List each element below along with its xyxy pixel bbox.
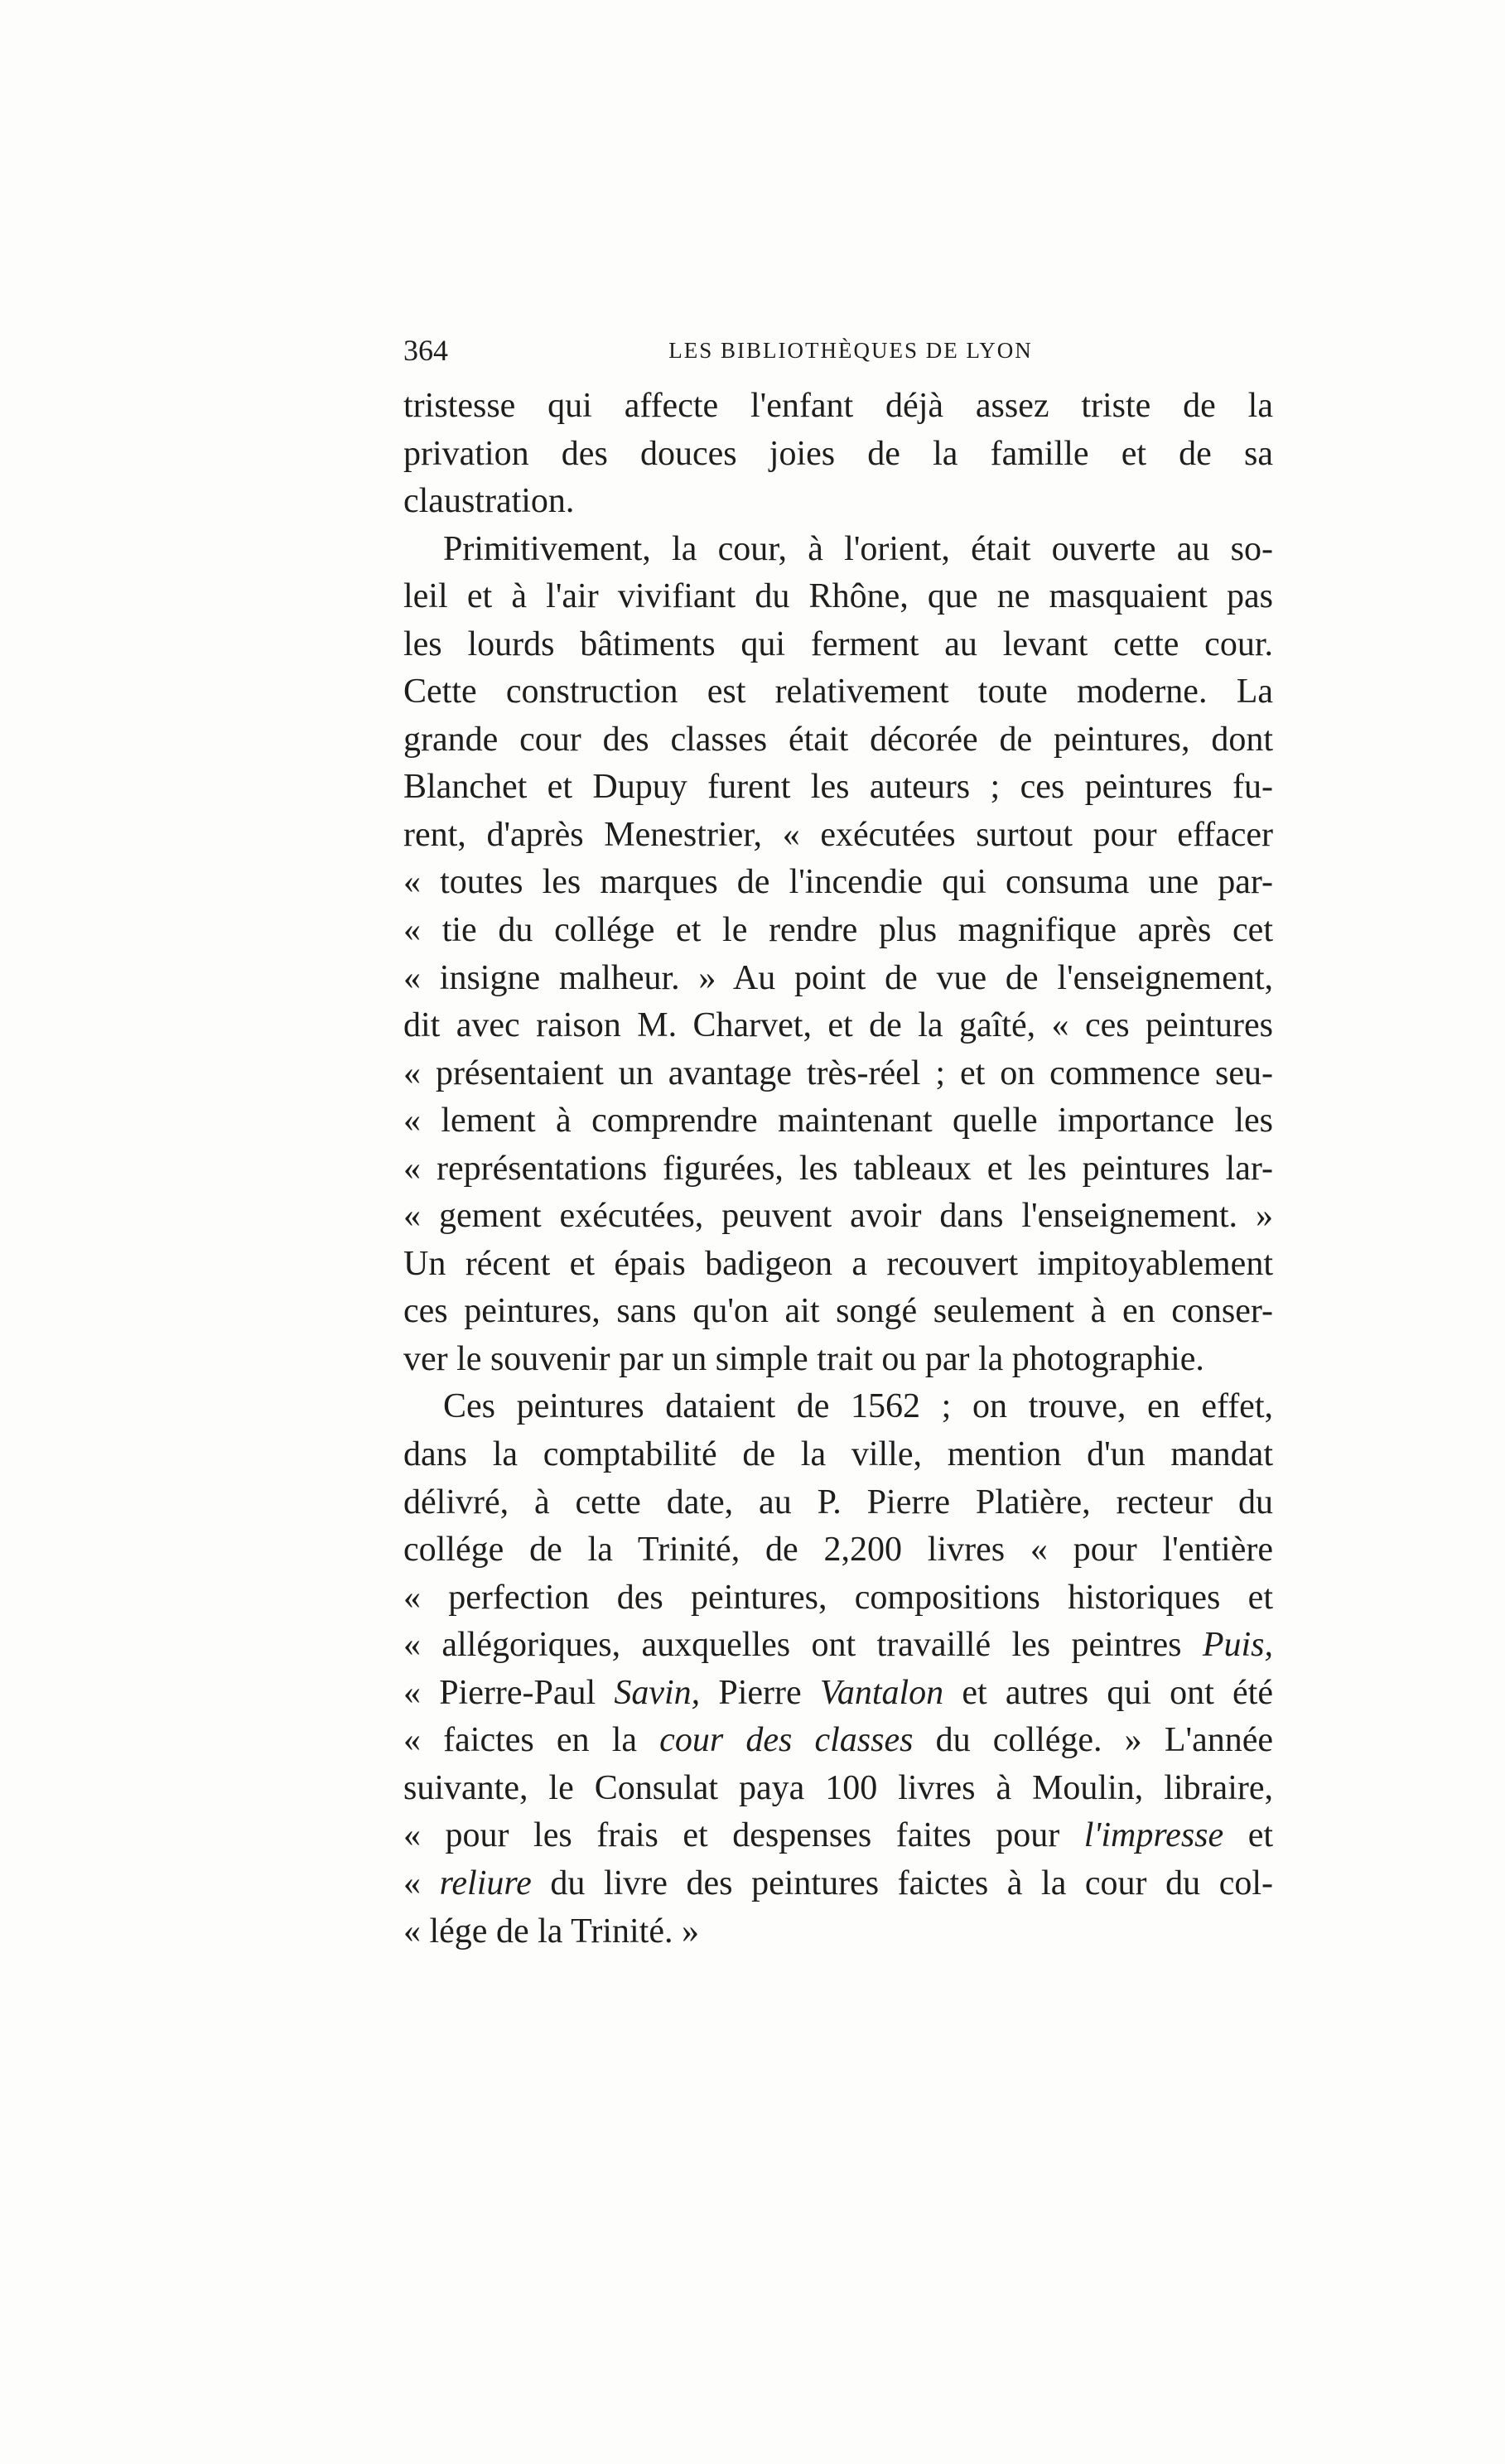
text-line: ver le souvenir par un simple trait ou par la photographie. xyxy=(403,1339,1204,1378)
text-line: Blanchet et Dupuy furent les auteurs ; ces peintures fu- xyxy=(403,768,1273,807)
text-line xyxy=(403,1717,1273,1765)
running-title: LES BIBLIOTHÈQUES DE LYON xyxy=(668,338,1033,363)
text-span: « Pierre-Paul xyxy=(403,1673,615,1712)
text-line xyxy=(403,1812,1273,1860)
text-line: dit avec raison M. Charvet, et de la gaîté, « ces peintures xyxy=(403,1006,1273,1045)
text-line: suivante, le Consulat paya 100 livres à Moulin, libraire, xyxy=(403,1768,1273,1807)
text-span: « faictes en la xyxy=(403,1721,660,1760)
text-line: privation des douces joies de la famille et de sa xyxy=(403,434,1273,473)
text-span: « allégoriques, auxquelles ont travaillé les peintres xyxy=(403,1626,1203,1665)
text-line: Primitivement, la cour, à l'orient, était ouverte au so- xyxy=(443,529,1273,568)
text-line: ces peintures, sans qu'on ait songé seulement à en conser- xyxy=(403,1292,1273,1331)
text-line: les lourds bâtiments qui ferment au levant cette cour. xyxy=(403,624,1273,663)
text-span: et xyxy=(1223,1816,1273,1855)
text-line: Ces peintures dataient de 1562 ; on trouve, en effet, xyxy=(443,1387,1273,1426)
italic-name: Vantalon xyxy=(819,1673,944,1712)
text-line: « perfection des peintures, compositions historiques et xyxy=(403,1578,1273,1617)
italic-name: Savin, xyxy=(614,1673,701,1712)
text-line: « gement exécutées, peuvent avoir dans l'enseignement. » xyxy=(403,1197,1273,1236)
text-line: grande cour des classes était décorée de peintures, dont xyxy=(403,720,1273,759)
text-span: et autres qui ont été xyxy=(943,1673,1273,1712)
italic-phrase: l'impresse xyxy=(1083,1816,1224,1855)
text-span: « xyxy=(403,1864,440,1902)
text-span: du collége. » L'année xyxy=(913,1721,1273,1760)
text-line: dans la comptabilité de la ville, mention d'un mandat xyxy=(403,1435,1273,1474)
page-number: 364 xyxy=(403,334,448,367)
text-line: leil et à l'air vivifiant du Rhône, que ne masquaient pas xyxy=(403,577,1273,616)
italic-phrase: reliure xyxy=(439,1864,532,1902)
italic-phrase: cour des classes xyxy=(659,1721,914,1760)
text-span: du livre des peintures faictes à la cour du col- xyxy=(531,1864,1274,1902)
italic-name: Puis, xyxy=(1202,1626,1273,1665)
text-line: collége de la Trinité, de 2,200 livres « pour l'entière xyxy=(403,1531,1273,1570)
body-text xyxy=(403,383,1273,1955)
text-line: « toutes les marques de l'incendie qui consuma une par- xyxy=(403,863,1273,902)
text-line xyxy=(403,1622,1273,1670)
text-line xyxy=(403,1860,1273,1908)
text-line: rent, d'après Menestrier, « exécutées surtout pour effacer xyxy=(403,815,1273,854)
text-line: Cette construction est relativement toute moderne. La xyxy=(403,673,1273,711)
text-span: « pour les frais et despenses faites pour xyxy=(403,1816,1084,1855)
text-line: claustration. xyxy=(403,482,575,521)
text-span: Pierre xyxy=(700,1673,820,1712)
text-line: délivré, à cette date, au P. Pierre Platière, recteur du xyxy=(403,1483,1273,1521)
text-line xyxy=(403,1670,1273,1718)
text-line: « lége de la Trinité. » xyxy=(403,1912,699,1950)
running-head xyxy=(403,330,1273,371)
text-line: « représentations figurées, les tableaux et les peintures lar- xyxy=(403,1149,1273,1188)
text-line: Un récent et épais badigeon a recouvert impitoyablement xyxy=(403,1244,1273,1283)
text-line: « insigne malheur. » Au point de vue de l'enseignement, xyxy=(403,958,1273,997)
text-line: « présentaient un avantage très-réel ; et on commence seu- xyxy=(403,1054,1273,1092)
text-line: « tie du collége et le rendre plus magnifique après cet xyxy=(403,911,1273,950)
text-line: tristesse qui affecte l'enfant déjà assez triste de la xyxy=(403,387,1273,425)
text-line: « lement à comprendre maintenant quelle importance les xyxy=(403,1102,1273,1140)
